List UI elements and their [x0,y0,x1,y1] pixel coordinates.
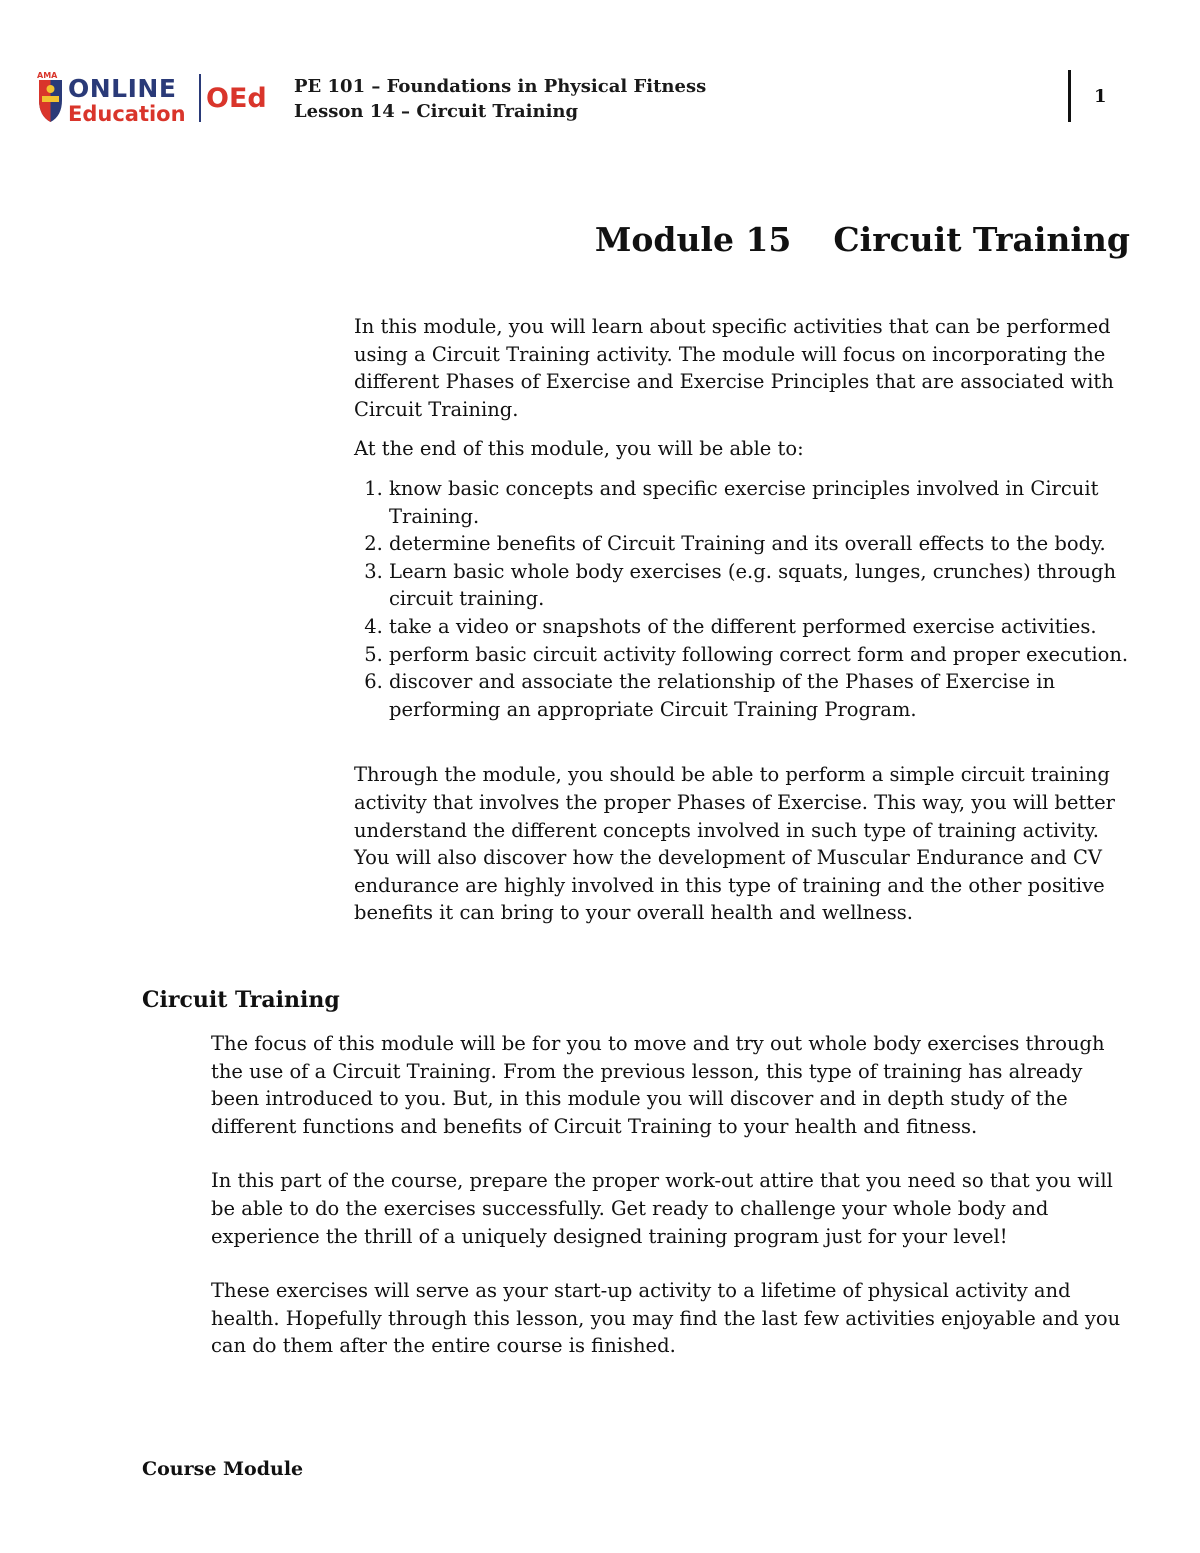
objective-item: 4. take a video or snapshots of the different performed exercise activities. [389,613,1134,641]
intro-closing-paragraph: Through the module, you should be able to perform a simple circuit training activity that involves the proper Phases of Exercise. This way, you will better understand the different concepts involved in such type of training activity. You will also discover how the development of Muscular Endurance and CV endurance are highly involved in this type of training and the other positive benefits it can bring to your overall health and wellness. [354,763,1115,925]
module-introduction [354,313,1134,939]
header-divider [1068,70,1071,122]
module-number: Module 15 [594,220,792,259]
crest-icon [39,80,62,122]
course-header [294,74,706,124]
objectives-list [354,475,1134,723]
intro-paragraph: In this module, you will learn about specific activities that can be performed using a Circuit Training activity. The module will focus on incorporating the different Phases of Exercise and Exercise Principles that are associated with Circuit Training. [354,315,1114,421]
objectives-lead: At the end of this module, you will be able to: [354,437,804,461]
logo-word-education: Education [68,102,186,126]
section-paragraph: These exercises will serve as your start-up activity to a lifetime of physical activity and health. Hopefully through this lesson, you may find the last few activities enjoyable and you can do them after the entire course is finished. [211,1279,1121,1358]
module-title [595,220,1130,259]
objective-item: 6. discover and associate the relationship of the Phases of Exercise in performing an appropriate Circuit Training Program. [389,668,1134,723]
course-name: PE 101 – Foundations in Physical Fitness [294,76,707,97]
logo-divider [199,74,201,122]
page-number: 1 [1094,86,1107,107]
objective-item: 1. know basic concepts and specific exercise principles involved in Circuit Training. [389,475,1134,530]
module-name: Circuit Training [833,220,1130,259]
footer-label: Course Module [142,1458,304,1480]
logo-word-oed: OEd [206,83,267,114]
section-body [211,1030,1136,1387]
objective-item: 2. determine benefits of Circuit Training and its overall effects to the body. [389,530,1134,558]
section-heading: Circuit Training [142,987,340,1013]
lesson-name: Lesson 14 – Circuit Training [294,101,579,122]
online-education-logo [36,70,276,126]
objective-item: 3. Learn basic whole body exercises (e.g. squats, lunges, crunches) through circuit training. [389,558,1134,613]
logo-word-online: ONLINE [68,74,177,103]
logo-graphic [36,70,276,126]
section-paragraph: The focus of this module will be for you to move and try out whole body exercises through the use of a Circuit Training. From the previous lesson, this type of training has already been introduced to you. But, in this module you will discover and in depth study of the different functions and benefits of Circuit Training to your health and fitness. [211,1032,1105,1138]
crest-label: AMA [37,71,58,80]
objective-item: 5. perform basic circuit activity following correct form and proper execution. [389,641,1134,669]
section-paragraph: In this part of the course, prepare the proper work-out attire that you need so that you will be able to do the exercises successfully. Get ready to challenge your whole body and experience the thrill of a uniquely designed training program just for your level! [211,1169,1113,1248]
